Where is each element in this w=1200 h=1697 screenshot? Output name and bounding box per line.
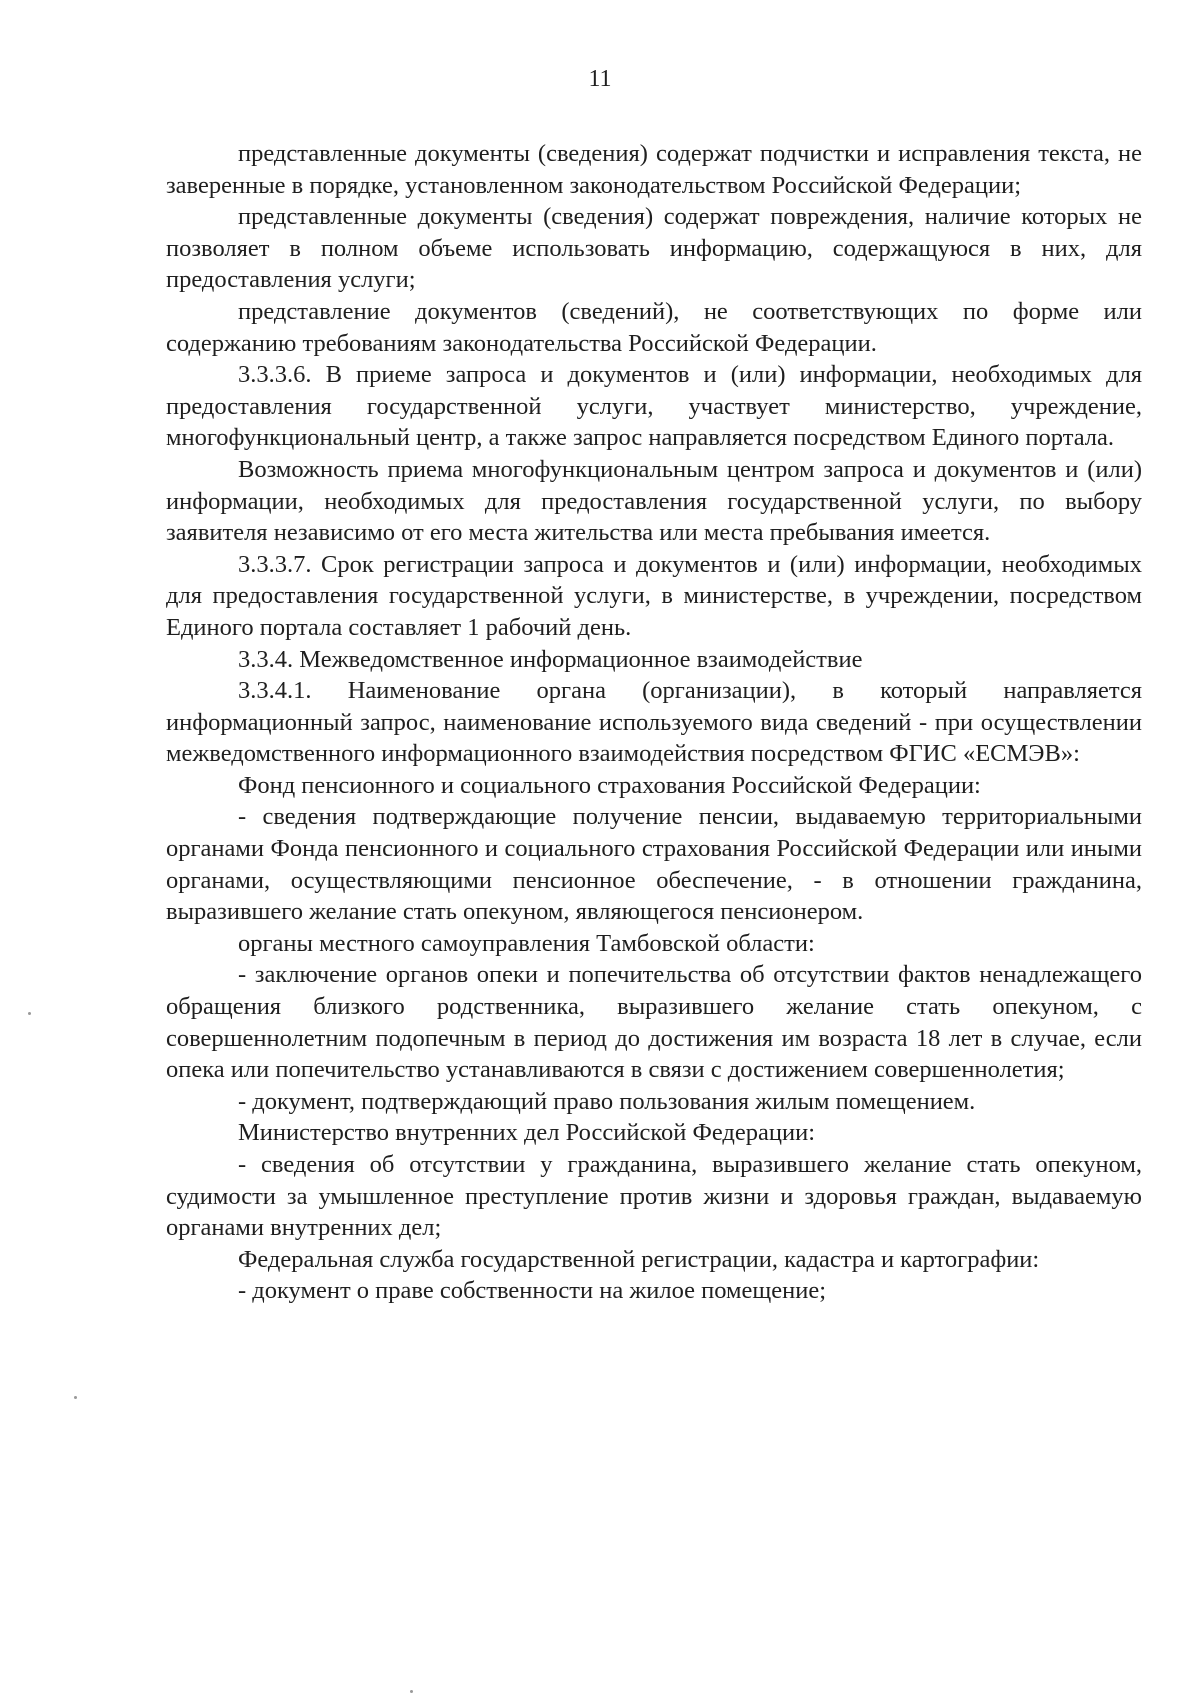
list-item-criminal-record: - сведения об отсутствии у гражданина, выразившего желание стать опекуном, судимости за умышленное преступление против жизни и здоровья граждан, выдаваемую органами внутренних дел; [166,1151,1142,1242]
paragraph-3-3-3-6: 3.3.3.6. В приеме запроса и документов и (или) информации, необходимых для предоставления государственной услуги, участвует министерство, учреждение, многофункциональный центр, а также запрос направляется посредством Единого портала. [166,361,1142,452]
document-body [166,138,1142,1307]
paragraph-3-3-3-7: 3.3.3.7. Срок регистрации запроса и документов и (или) информации, необходимых для предоставления государственной услуги, в министерстве, в учреждении, посредством Единого портала составляет 1 рабочий день. [166,550,1142,641]
paragraph-refusal-nonconformity: представление документов (сведений), не соответствующих по форме или содержанию требованиям законодательства Российской Федерации. [166,297,1142,357]
list-item-guardianship-conclusion: - заключение органов опеки и попечительства об отсутствии фактов ненадлежащего обращения близкого родственника, выразившего желание стать опекуном, с совершеннолетним подопечным в период до достижения им возраста 18 лет в случае, если опека или попечительство устанавливаются в связи с достижением совершеннолетия; [166,961,1142,1084]
scan-speck [74,1396,77,1399]
list-item-housing-right: - документ, подтверждающий право пользования жилым помещением. [238,1087,976,1115]
list-item-pension-info: - сведения подтверждающие получение пенсии, выдаваемую территориальными органами Фонда пенсионного и социального страхования Российской Федерации или иными органами, осуществляющими пенсионное обеспечение, - в отношении гражданина, выразившего желание стать опекуном, являющегося пенсионером. [166,803,1142,926]
scan-speck [410,1690,413,1693]
paragraph-mfc-possibility: Возможность приема многофункциональным центром запроса и документов и (или) информации, необходимых для предоставления государственной услуги, по выбору заявителя независимо от его места жительства или места пребывания имеется. [166,455,1142,547]
paragraph-rosreestr: Федеральная служба государственной регистрации, кадастра и картографии: [238,1245,1040,1273]
paragraph-local-government: органы местного самоуправления Тамбовской области: [238,929,815,957]
page-number: 11 [588,66,612,92]
paragraph-refusal-corrections: представленные документы (сведения) содержат подчистки и исправления текста, не заверенные в порядке, установленном законодательством Российской Федерации; [166,140,1142,199]
paragraph-pension-fund: Фонд пенсионного и социального страхования Российской Федерации: [238,771,981,799]
paragraph-3-3-4-1: 3.3.4.1. Наименование органа (организации), в который направляется информационный запрос, наименование используемого вида сведений - при осуществлении межведомственного информационного взаимодействия посредством ФГИС «ЕСМЭВ»: [166,677,1142,768]
scan-speck [28,1012,31,1015]
paragraph-refusal-damage: представленные документы (сведения) содержат повреждения, наличие которых не позволяет в полном объеме использовать информацию, содержащуюся в них, для предоставления услуги; [166,203,1142,294]
list-item-ownership-document: - документ о праве собственности на жилое помещение; [238,1277,827,1305]
paragraph-interior-ministry: Министерство внутренних дел Российской Федерации: [238,1119,816,1147]
heading-3-3-4: 3.3.4. Межведомственное информационное взаимодействие [238,645,863,673]
